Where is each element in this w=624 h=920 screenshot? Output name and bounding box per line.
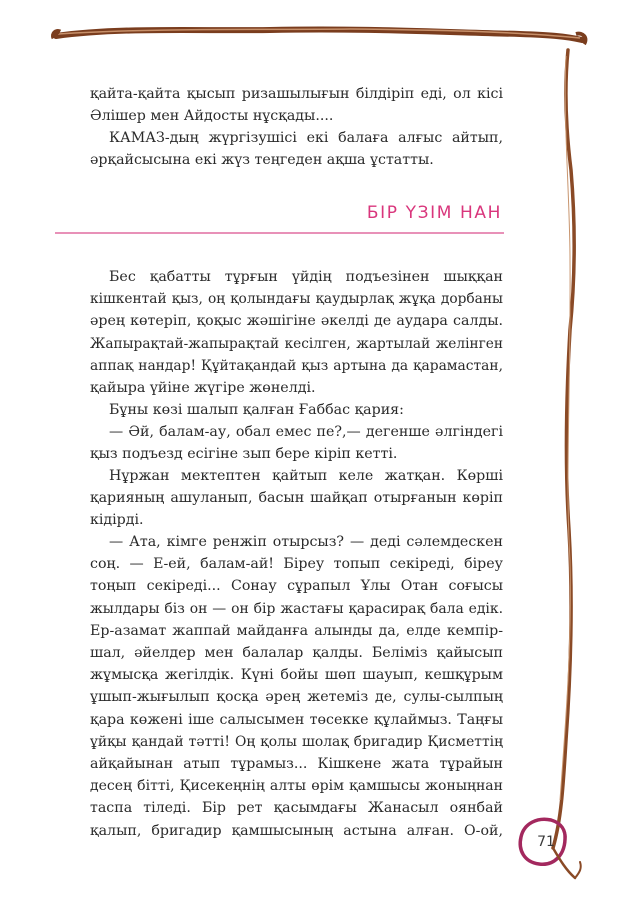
text-line: ұшып-жығылып қосқа әрең жетеміз де, сулы-сылпың — [90, 689, 503, 706]
text-line: қайыра үйіне жүгіре жөнелді. — [90, 380, 316, 397]
story-title: БІР ҮЗІМ НАН — [366, 203, 502, 223]
top-paragraph-1 — [90, 83, 503, 127]
story-paragraph-5 — [90, 531, 503, 842]
text-line: соң. — Е-ей, балам-ай! Біреу топып секіреді, біреу — [90, 556, 503, 573]
text-line: қайта-қайта қысып ризашылығын білдіріп еді, ол кісі — [90, 86, 503, 102]
text-line: қара көженi іше салысымен төсекке құлаймыз. Таңғы — [90, 711, 503, 728]
text-line: — Әй, балам-ау, обал емес пе?,— дегенше әлгіндегі — [109, 424, 503, 440]
text-line: Нұржан мектептен қайтып келе жатқан. Көрші — [109, 468, 503, 484]
story-paragraph-2 — [90, 399, 503, 421]
text-line: аппақ нандар! Құйтақандай қыз артына да қарамастан, — [90, 357, 503, 374]
text-line: десең бітті, Қисекеңнің алты өрім қамшысы жоныңнан — [90, 778, 503, 795]
text-line: КАМАЗ-дың жүргізушісі екі балаға алғыс айтып, — [109, 130, 503, 146]
right-stick — [553, 50, 574, 848]
story-paragraph-4 — [90, 465, 503, 532]
text-line: ұйқы қандай тәтті! Оң қолы шолақ бригадир Қисметтің — [90, 733, 503, 750]
text-line: Әлішер мен Айдосты нұсқады.... — [90, 108, 334, 125]
text-line: әрқайсысына екі жүз теңгеден ақша ұстатты. — [90, 152, 434, 169]
text-line: шал, әйелдер мен балалар қалды. Беліміз қайысып — [90, 645, 503, 662]
top-paragraph-2 — [90, 127, 503, 171]
text-line: Бес қабатты тұрғын үйдің подъезінен шыққан — [109, 269, 503, 285]
story-paragraph-1 — [90, 266, 503, 399]
text-line: жылдары біз он — он бір жастағы қарасирақ бала едік. — [90, 600, 503, 617]
page-number: 71 — [537, 834, 555, 850]
text-line: әрең көтеріп, қоқыс жәшігіне әкелді де аудара салды. — [90, 313, 503, 330]
text-line: Бұны көзі шалып қалған Ғаббас қария: — [109, 402, 404, 418]
text-line: таспа тіледі. Бір рет қасымдағы Жанасыл оянбай — [90, 800, 503, 817]
story-paragraph-3 — [90, 421, 503, 465]
text-line: — Ата, кімге ренжіп отырсыз? — деді сәлемдескен — [109, 534, 503, 550]
title-divider — [55, 232, 504, 234]
text-line: Ер-азамат жаппай майданға алынды да, елде кемпір- — [90, 622, 503, 639]
text-line: Жапырақтай-жапырақтай кесілген, жартылай желінген — [90, 335, 503, 352]
text-line: қыз подъезд есігіне зып бере кіріп кетті. — [90, 446, 398, 463]
text-line: айқайынан атып тұрамыз... Кішкене жата тұрайын — [90, 756, 503, 773]
text-line: кішкентай қыз, оң қолындағы қаудырлақ жұқа дорбаны — [90, 291, 503, 308]
text-line: қарияның ашуланып, басын шайқап отырғанын көріп — [90, 490, 503, 507]
text-line: жұмысқа жегілдік. Күні бойы шөп шауып, кешқұрым — [90, 667, 503, 684]
text-line: кідірді. — [90, 512, 144, 529]
text-line: қалып, бригадир қамшысының астына алған. О-ой, — [90, 822, 503, 839]
text-line: тоңып секіреді... Сонау сұрапыл Ұлы Отан соғысы — [90, 578, 503, 595]
